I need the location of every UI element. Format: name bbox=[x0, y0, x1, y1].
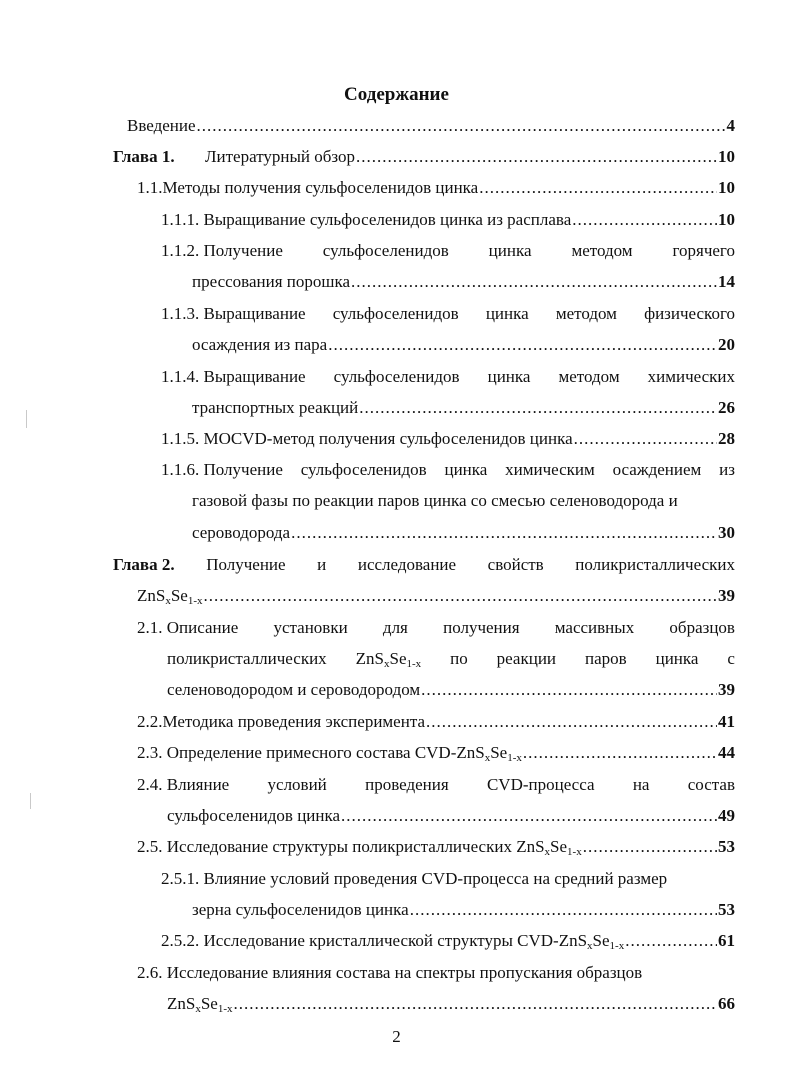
toc-word: получения bbox=[443, 618, 520, 637]
toc-entry-2-5-2[interactable] bbox=[161, 930, 735, 952]
toc-word: проведения bbox=[365, 775, 449, 794]
toc-entry-2-1[interactable] bbox=[137, 617, 735, 639]
toc-entry-2-1-cont[interactable] bbox=[167, 679, 735, 701]
toc-word: физического bbox=[644, 304, 735, 323]
toc-entry-text bbox=[137, 836, 582, 858]
toc-entry-text: 2.5.1. Влияние условий проведения CVD-процесса на средний размер bbox=[161, 869, 668, 888]
toc-page-number: 20 bbox=[718, 335, 735, 354]
toc-word: 2.1. Описание bbox=[137, 618, 239, 637]
toc-page-number: 44 bbox=[718, 743, 735, 762]
toc-page-number: 53 bbox=[718, 900, 735, 919]
toc-entry-2-5-1-cont[interactable] bbox=[192, 899, 735, 921]
toc-entry-2-4[interactable] bbox=[137, 774, 735, 796]
toc-word: реакции bbox=[496, 649, 557, 668]
toc-word: установки bbox=[273, 618, 348, 637]
formula-sub: 1-x bbox=[609, 940, 625, 952]
formula-base: ZnS bbox=[137, 586, 166, 605]
formula-base: Se bbox=[389, 649, 407, 668]
toc-entry-text: сульфоселенидов цинка bbox=[167, 806, 341, 825]
toc-word: исследование bbox=[357, 555, 457, 574]
toc-entry-1-1-4[interactable] bbox=[161, 366, 735, 388]
toc-page-number: 10 bbox=[718, 178, 735, 197]
entry-text-part: 2.3. Определение примесного состава CVD-ZnS bbox=[137, 743, 485, 762]
toc-entry-2-4-cont[interactable] bbox=[167, 805, 735, 827]
toc-entry-chapter-2[interactable] bbox=[113, 554, 735, 576]
toc-word: цинка bbox=[488, 241, 532, 260]
toc-page-number: 41 bbox=[718, 712, 735, 731]
toc-entry-2-6[interactable] bbox=[137, 962, 735, 984]
toc-page-number: 10 bbox=[718, 210, 735, 229]
formula-sub: x bbox=[383, 658, 390, 670]
formula-sub: x bbox=[544, 846, 551, 858]
toc-page-number: 14 bbox=[718, 272, 735, 291]
dot-leader bbox=[359, 397, 717, 419]
toc-word: образцов bbox=[669, 618, 735, 637]
toc-word: цинка bbox=[485, 304, 529, 323]
toc-entry-text: зерна сульфоселенидов цинка bbox=[192, 900, 409, 919]
toc-word: осаждением bbox=[612, 460, 702, 479]
formula-sub: x bbox=[165, 595, 171, 607]
formula-sub: x bbox=[484, 752, 491, 764]
toc-word: и bbox=[317, 555, 327, 574]
dot-leader bbox=[234, 993, 717, 1015]
toc-word: химических bbox=[647, 367, 735, 386]
dot-leader bbox=[204, 585, 717, 607]
toc-word: поликристаллических bbox=[575, 555, 735, 574]
toc-word: по bbox=[450, 649, 468, 668]
formula-sub: 1-x bbox=[567, 846, 582, 858]
toc-entry-chapter-2-cont[interactable] bbox=[137, 585, 735, 607]
toc-entry-2-6-cont[interactable] bbox=[167, 993, 735, 1015]
toc-word: методом bbox=[571, 241, 633, 260]
toc-entry-1-1-1[interactable] bbox=[161, 209, 735, 231]
toc-entry-1-1[interactable] bbox=[137, 177, 735, 199]
toc-word: массивных bbox=[554, 618, 635, 637]
toc-entry-1-1-6-cont[interactable] bbox=[192, 522, 735, 544]
toc-entry-2-5-1[interactable] bbox=[161, 868, 735, 890]
toc-entry-1-1-6[interactable] bbox=[161, 459, 735, 481]
formula-base: ZnS bbox=[355, 649, 384, 668]
toc-word: методом bbox=[558, 367, 620, 386]
toc-word: свойств bbox=[487, 555, 544, 574]
toc-page-number: 30 bbox=[718, 523, 735, 542]
formula-sub: x bbox=[587, 940, 593, 952]
dot-leader bbox=[421, 679, 717, 701]
formula bbox=[356, 648, 422, 670]
toc-entry-2-5[interactable] bbox=[137, 836, 735, 858]
entry-text-part: 2.5.2. Исследование кристаллической структуры CVD-ZnS bbox=[161, 931, 588, 950]
formula-base: Se bbox=[592, 931, 610, 950]
toc-page-number: 61 bbox=[718, 931, 735, 950]
toc-entry-1-1-5[interactable] bbox=[161, 428, 735, 450]
toc-word: состав bbox=[687, 775, 735, 794]
toc-word: цинка bbox=[487, 367, 531, 386]
toc-word: 1.1.6. Получение bbox=[161, 460, 283, 479]
dot-leader bbox=[583, 836, 717, 858]
toc-page-number: 53 bbox=[718, 837, 735, 856]
toc-entry-text bbox=[161, 930, 624, 952]
chapter-label: Глава 2. bbox=[113, 555, 175, 574]
toc-entry-1-1-4-cont[interactable] bbox=[192, 397, 735, 419]
page-title: Содержание bbox=[344, 84, 449, 105]
toc-word: Получение bbox=[206, 555, 286, 574]
formula-base: ZnS bbox=[167, 994, 196, 1013]
dot-leader bbox=[574, 428, 717, 450]
toc-entry-text: 1.1.5. MOCVD-метод получения сульфоселенидов цинка bbox=[161, 429, 573, 448]
dot-leader bbox=[410, 899, 717, 921]
toc-word: паров bbox=[584, 649, 627, 668]
toc-word: химическим bbox=[505, 460, 595, 479]
page-number: 2 bbox=[392, 1027, 401, 1046]
toc-entry-text: 2.2.Методика проведения эксперимента bbox=[137, 712, 426, 731]
toc-entry-text: прессования порошка bbox=[192, 272, 351, 291]
toc-entry-text: Введение bbox=[127, 116, 196, 135]
toc-entry-2-1-line2 bbox=[167, 648, 735, 670]
toc-word: 1.1.4. Выращивание bbox=[161, 367, 306, 386]
toc-word: сульфоселенидов bbox=[333, 367, 460, 386]
dot-leader bbox=[479, 177, 717, 199]
dot-leader bbox=[351, 271, 717, 293]
entry-text-part: 2.5. Исследование структуры поликристаллических ZnS bbox=[137, 837, 545, 856]
toc-word: на bbox=[632, 775, 650, 794]
dot-leader bbox=[328, 334, 717, 356]
formula-base: Se bbox=[550, 837, 568, 856]
toc-word: 1.1.2. Получение bbox=[161, 241, 283, 260]
formula-sub: 1-x bbox=[217, 1003, 233, 1015]
scan-mark bbox=[26, 410, 27, 428]
toc-page-number: 39 bbox=[718, 586, 735, 605]
dot-leader bbox=[341, 805, 717, 827]
toc-entry-text: осаждения из пара bbox=[192, 335, 328, 354]
dot-leader bbox=[426, 711, 717, 733]
toc-entry-intro[interactable] bbox=[127, 115, 735, 137]
toc-word: для bbox=[382, 618, 408, 637]
toc-page-number: 49 bbox=[718, 806, 735, 825]
dot-leader bbox=[523, 742, 717, 764]
dot-leader bbox=[625, 930, 717, 952]
toc-entry-2-3[interactable] bbox=[137, 742, 735, 764]
toc-word: из bbox=[719, 460, 735, 479]
toc-entry-text: 1.1.1. Выращивание сульфоселенидов цинка из расплава bbox=[161, 210, 572, 229]
toc-entry-text: газовой фазы по реакции паров цинка со смесью селеноводорода и bbox=[192, 491, 678, 510]
toc-word: CVD-процесса bbox=[486, 775, 595, 794]
toc-page-number: 26 bbox=[718, 398, 735, 417]
toc-entry-text bbox=[137, 742, 522, 764]
toc-word: условий bbox=[267, 775, 327, 794]
toc-page-number: 4 bbox=[726, 116, 735, 135]
toc-entry-text: 2.6. Исследование влияния состава на спектры пропускания образцов bbox=[137, 963, 643, 982]
formula bbox=[167, 993, 233, 1015]
dot-leader bbox=[197, 115, 726, 137]
scan-mark bbox=[30, 793, 31, 809]
toc-word: сульфоселенидов bbox=[332, 304, 459, 323]
toc-word: поликристаллических bbox=[167, 649, 327, 668]
formula-sub: x bbox=[195, 1003, 201, 1015]
toc-word: 2.4. Влияние bbox=[137, 775, 230, 794]
formula-base: Se bbox=[170, 586, 188, 605]
formula bbox=[137, 585, 203, 607]
toc-entry-1-1-2-cont[interactable] bbox=[192, 271, 735, 293]
toc-entry-text: сероводорода bbox=[192, 523, 291, 542]
toc-page-number: 10 bbox=[718, 147, 735, 166]
toc-entry-2-2[interactable] bbox=[137, 711, 735, 733]
formula-base: Se bbox=[490, 743, 508, 762]
formula-sub: 1-x bbox=[406, 658, 422, 670]
toc-entry-text: селеноводородом и сероводородом bbox=[167, 680, 421, 699]
toc-page-number: 66 bbox=[718, 994, 735, 1013]
toc-entry-text: Литературный обзор bbox=[205, 147, 356, 166]
toc-word: 1.1.3. Выращивание bbox=[161, 304, 306, 323]
toc-word: методом bbox=[555, 304, 617, 323]
toc-word: цинка bbox=[655, 649, 699, 668]
toc-word: горячего bbox=[672, 241, 735, 260]
toc-word: сульфоселенидов bbox=[322, 241, 449, 260]
toc-entry-1-1-3-cont[interactable] bbox=[192, 334, 735, 356]
toc-entry-1-1-2[interactable] bbox=[161, 240, 735, 262]
formula-base: Se bbox=[200, 994, 218, 1013]
dot-leader bbox=[572, 209, 717, 231]
dot-leader bbox=[356, 146, 717, 168]
toc-word: сульфоселенидов bbox=[300, 460, 427, 479]
toc-entry-text: 1.1.Методы получения сульфоселенидов цинка bbox=[137, 178, 479, 197]
toc-word: цинка bbox=[444, 460, 488, 479]
toc-entry-chapter-1[interactable] bbox=[113, 146, 735, 168]
toc-page-number: 39 bbox=[718, 680, 735, 699]
toc-entry-1-1-3[interactable] bbox=[161, 303, 735, 325]
chapter-label: Глава 1. bbox=[113, 147, 175, 166]
formula-sub: 1-x bbox=[507, 752, 522, 764]
dot-leader bbox=[291, 522, 717, 544]
toc-entry-text: транспортных реакций bbox=[192, 398, 359, 417]
toc-page-number: 28 bbox=[718, 429, 735, 448]
toc-word: с bbox=[727, 649, 735, 668]
toc-entry-1-1-6-line2 bbox=[192, 490, 735, 512]
formula-sub: 1-x bbox=[187, 595, 203, 607]
